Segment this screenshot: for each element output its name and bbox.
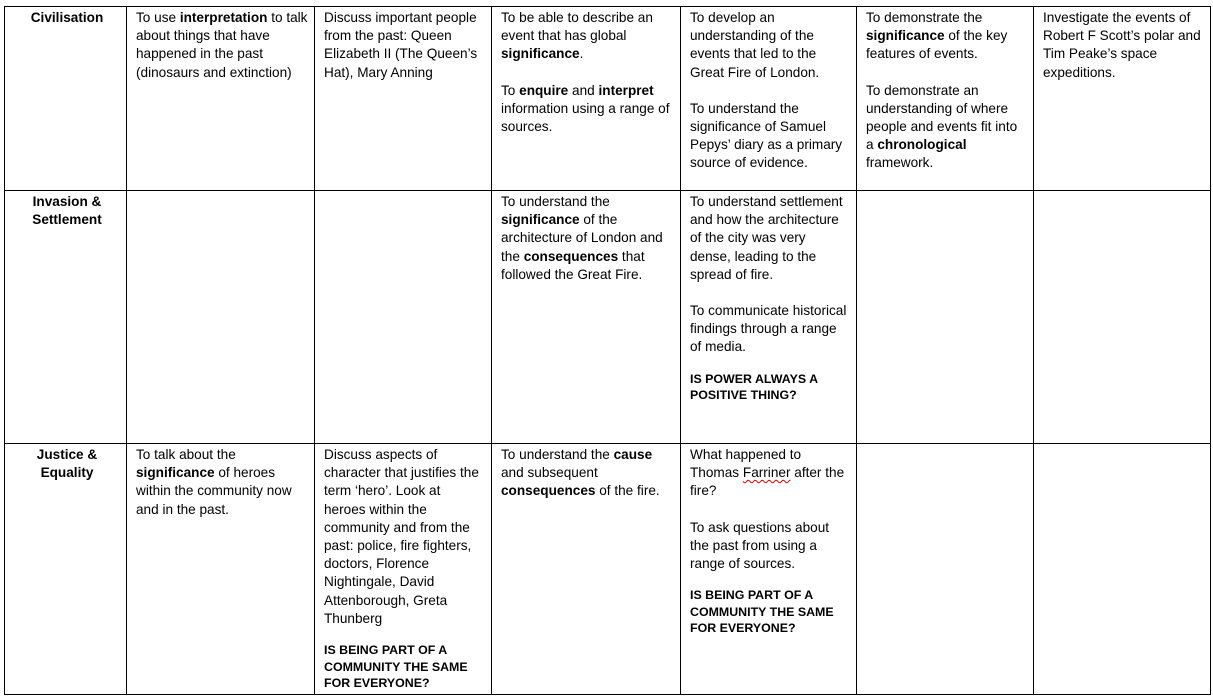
table-row [5, 191, 1211, 444]
objective-text: To talk about the significance of heroes within the community now and in the past. [136, 447, 292, 517]
table-row [5, 7, 1211, 191]
objective-text: To demonstrate the significance of the key features of events. [866, 10, 1008, 62]
objective-text: To use interpretation to talk about things that have happened in the past (dinosaurs and extinction) [136, 10, 308, 80]
spelling-flag: Farriner [742, 465, 791, 481]
objective-text: Discuss important people from the past: Queen Elizabeth II (The Queen’s Hat), Mary Anning [324, 10, 478, 80]
objective-cell [492, 444, 681, 695]
curriculum-table [4, 6, 1211, 695]
objective-cell [681, 444, 857, 695]
theme-cell [5, 191, 127, 444]
empty-cell [857, 191, 1034, 444]
objective-text: To enquire and interpret information using a range of sources. [501, 82, 670, 135]
empty-cell [857, 444, 1034, 695]
objective-text: To communicate historical findings through a range of media. [690, 303, 847, 355]
theme-cell [5, 444, 127, 695]
objective-cell [127, 444, 315, 695]
objective-text: Discuss aspects of character that justifies the term ‘hero’. Look at heroes within the community and from the past: police, fire fighters, doctors, Florence Nightingale, David Attenborough, Greta Thunberg [324, 447, 479, 626]
objective-cell [681, 7, 857, 191]
empty-cell [315, 191, 492, 444]
objective-text: To understand the significance of Samuel Pepys’ diary as a primary source of evidence. [690, 100, 843, 171]
objective-cell [315, 444, 492, 695]
objective-cell [492, 191, 681, 444]
objective-text: To be able to describe an event that has global significance. [501, 10, 653, 62]
theme-label: Civilisation [30, 10, 104, 25]
objective-cell [681, 191, 857, 444]
objective-cell [857, 7, 1034, 191]
objective-text: To understand the cause and subsequent consequences of the fire. [501, 447, 660, 499]
objective-text: To develop an understanding of the events that led to the Great Fire of London. [690, 10, 820, 80]
enquiry-question: IS POWER ALWAYS A POSITIVE THING? [690, 371, 818, 403]
empty-cell [1034, 444, 1211, 695]
objective-cell [1034, 7, 1211, 191]
objective-cell [315, 7, 492, 191]
objective-text: To demonstrate an understanding of where people and events fit into a chronological framework. [866, 82, 1018, 171]
objective-text: To ask questions about the past from using a range of sources. [690, 519, 830, 572]
enquiry-question: IS BEING PART OF A COMMUNITY THE SAME FOR EVERYONE? [324, 643, 468, 691]
objective-cell [127, 7, 315, 191]
theme-label: Justice & Equality [36, 447, 98, 481]
empty-cell [1034, 191, 1211, 444]
objective-text: Investigate the events of Robert F Scott’s polar and Tim Peake’s space expeditions. [1043, 10, 1201, 80]
objective-text: What happened to Thomas Farriner after the fire? [690, 447, 845, 499]
objective-text: To understand settlement and how the architecture of the city was very dense, leading to the spread of fire. [690, 194, 843, 282]
table-row [5, 444, 1211, 695]
objective-text: To understand the significance of the architecture of London and the consequences that followed the Great Fire. [501, 194, 663, 282]
enquiry-question: IS BEING PART OF A COMMUNITY THE SAME FOR EVERYONE? [690, 588, 834, 636]
theme-cell [5, 7, 127, 191]
empty-cell [127, 191, 315, 444]
theme-label: Invasion & Settlement [32, 194, 102, 228]
objective-cell [492, 7, 681, 191]
